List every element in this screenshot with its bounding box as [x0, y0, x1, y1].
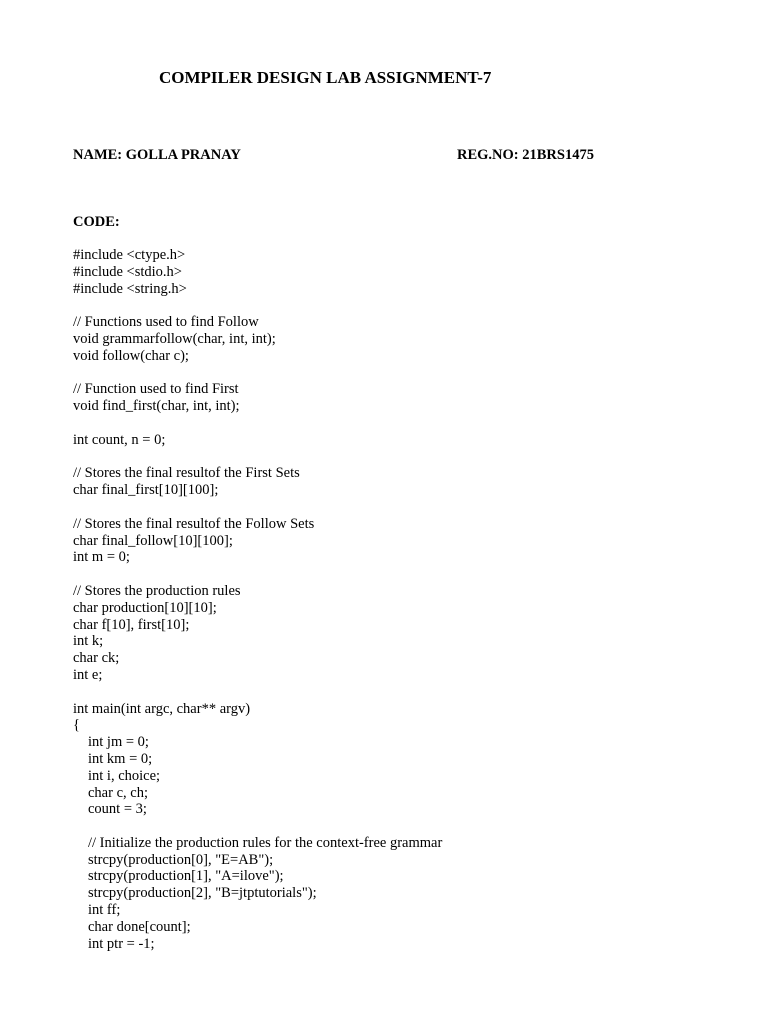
code-line: int i, choice;: [88, 767, 161, 784]
code-line: // Stores the production rules: [73, 582, 241, 599]
code-line: // Function used to find First: [73, 381, 239, 398]
code-line: int km = 0;: [88, 750, 153, 767]
code-line: {: [73, 717, 80, 734]
code-blank-line: [73, 566, 713, 583]
code-line: char production[10][10];: [73, 599, 217, 616]
code-blank-line: [73, 449, 713, 466]
code-line: // Stores the final resultof the Follow Sets: [73, 515, 315, 532]
code-blank-line: [73, 684, 713, 701]
code-blank-line: [73, 499, 713, 516]
code-line: strcpy(production[0], "E=AB");: [88, 851, 274, 868]
code-block: [73, 247, 713, 952]
code-heading: CODE:: [73, 214, 120, 230]
code-line: int jm = 0;: [88, 734, 149, 751]
code-line: int main(int argc, char** argv): [73, 700, 251, 717]
code-line: char f[10], first[10];: [73, 616, 190, 633]
student-name: NAME: GOLLA PRANAY: [73, 147, 241, 163]
document-title: COMPILER DESIGN LAB ASSIGNMENT-7: [159, 68, 492, 87]
code-line: void find_first(char, int, int);: [73, 398, 240, 415]
code-line: // Stores the final resultof the First Sets: [73, 465, 300, 482]
code-line: strcpy(production[2], "B=jtptutorials");: [88, 885, 317, 902]
code-line: char final_first[10][100];: [73, 482, 219, 499]
code-blank-line: [73, 297, 713, 314]
code-line: int ff;: [88, 902, 121, 919]
code-line: char c, ch;: [88, 784, 148, 801]
code-line: #include <stdio.h>: [73, 263, 182, 280]
code-line: #include <ctype.h>: [73, 247, 186, 263]
code-line: int e;: [73, 666, 103, 683]
code-line: count = 3;: [88, 801, 147, 818]
code-blank-line: [73, 415, 713, 432]
code-line: char ck;: [73, 650, 120, 667]
code-blank-line: [73, 365, 713, 382]
code-line: int m = 0;: [73, 549, 130, 566]
code-line: char done[count];: [88, 918, 191, 935]
code-line: int ptr = -1;: [88, 935, 155, 952]
code-line: void grammarfollow(char, int, int);: [73, 330, 276, 347]
code-line: int count, n = 0;: [73, 431, 166, 448]
code-blank-line: [73, 818, 713, 835]
code-line: strcpy(production[1], "A=ilove");: [88, 868, 284, 885]
code-line: int k;: [73, 633, 104, 650]
code-line: // Initialize the production rules for the context-free grammar: [88, 834, 443, 851]
registration-number: REG.NO: 21BRS1475: [457, 147, 594, 163]
code-line: char final_follow[10][100];: [73, 532, 233, 549]
code-line: void follow(char c);: [73, 347, 189, 364]
code-line: #include <string.h>: [73, 280, 187, 297]
code-line: // Functions used to find Follow: [73, 314, 259, 331]
